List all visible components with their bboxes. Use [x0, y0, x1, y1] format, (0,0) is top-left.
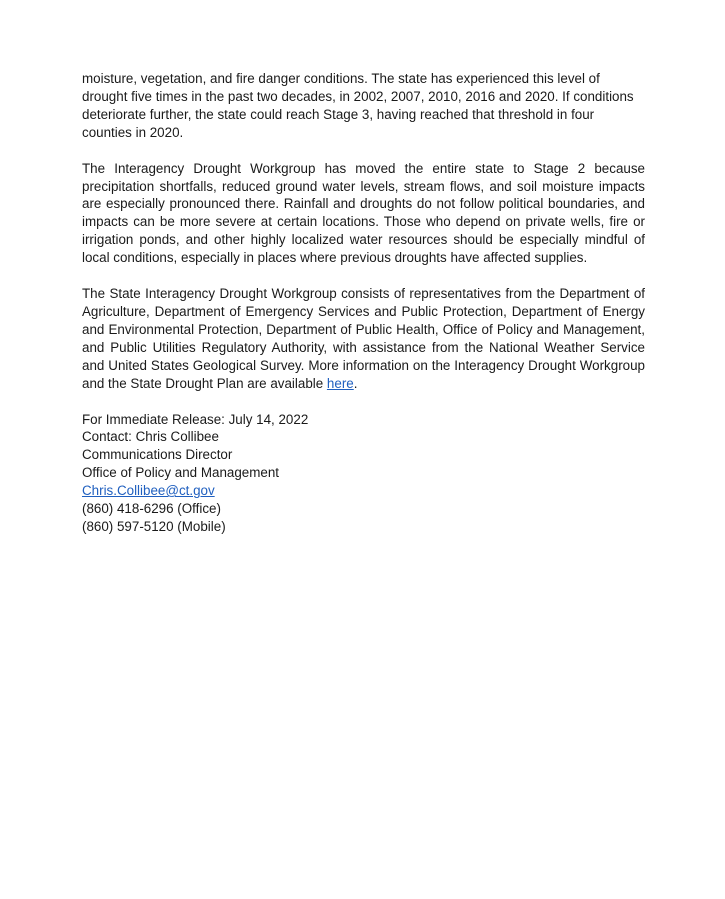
phone-office: (860) 418-6296 (Office) [82, 501, 221, 517]
here-link[interactable]: here [326, 375, 354, 391]
release-date: For Immediate Release: July 14, 2022 [82, 411, 309, 427]
paragraph-workgroup-text: The State Interagency Drought Workgroup consists of representatives from the Department of Agriculture, Department of Emergency Services and Public Protection, Department of Energy and Environmental Protection, Department of Public Health, Office of Policy and Management, and Public Utilities Regulatory Authority, with assistance from the National Weather Service and United States Geological Survey. More information on the Interagency Drought Workgroup and the State Drought Plan are available [82, 286, 645, 391]
paragraph-gap [82, 142, 645, 160]
contact-title: Communications Director [82, 447, 233, 463]
document-body [82, 70, 645, 536]
paragraph-stage-2: The Interagency Drought Workgroup has moved the entire state to Stage 2 because precipitation shortfalls, reduced ground water levels, stream flows, and soil moisture impacts are especially pronounced there. Rainfall and droughts do not follow political boundaries, and impacts can be more severe at certain locations. Those who depend on private wells, fire or irrigation ponds, and other highly localized water resources should be especially mindful of local conditions, especially in places where previous droughts have affected supplies. [82, 160, 645, 266]
contact-office: Office of Policy and Management [82, 465, 280, 481]
contact-name: Contact: Chris Collibee [82, 429, 219, 445]
contact-block [82, 411, 645, 536]
paragraph-drought-history: moisture, vegetation, and fire danger conditions. The state has experienced this level of drought five times in the past two decades, in 2002, 2007, 2010, 2016 and 2020. If conditions deteriorate further, the state could reach Stage 3, having reached that threshold in four counties in 2020. [82, 71, 634, 140]
paragraph-workgroup [82, 285, 645, 392]
paragraph-gap [82, 267, 645, 285]
paragraph-workgroup-end: . [353, 375, 358, 391]
contact-email-line [82, 482, 645, 500]
phone-mobile: (860) 597-5120 (Mobile) [82, 518, 226, 534]
paragraph-gap [82, 393, 645, 411]
email-link[interactable]: Chris.Collibee@ct.gov [82, 483, 215, 499]
